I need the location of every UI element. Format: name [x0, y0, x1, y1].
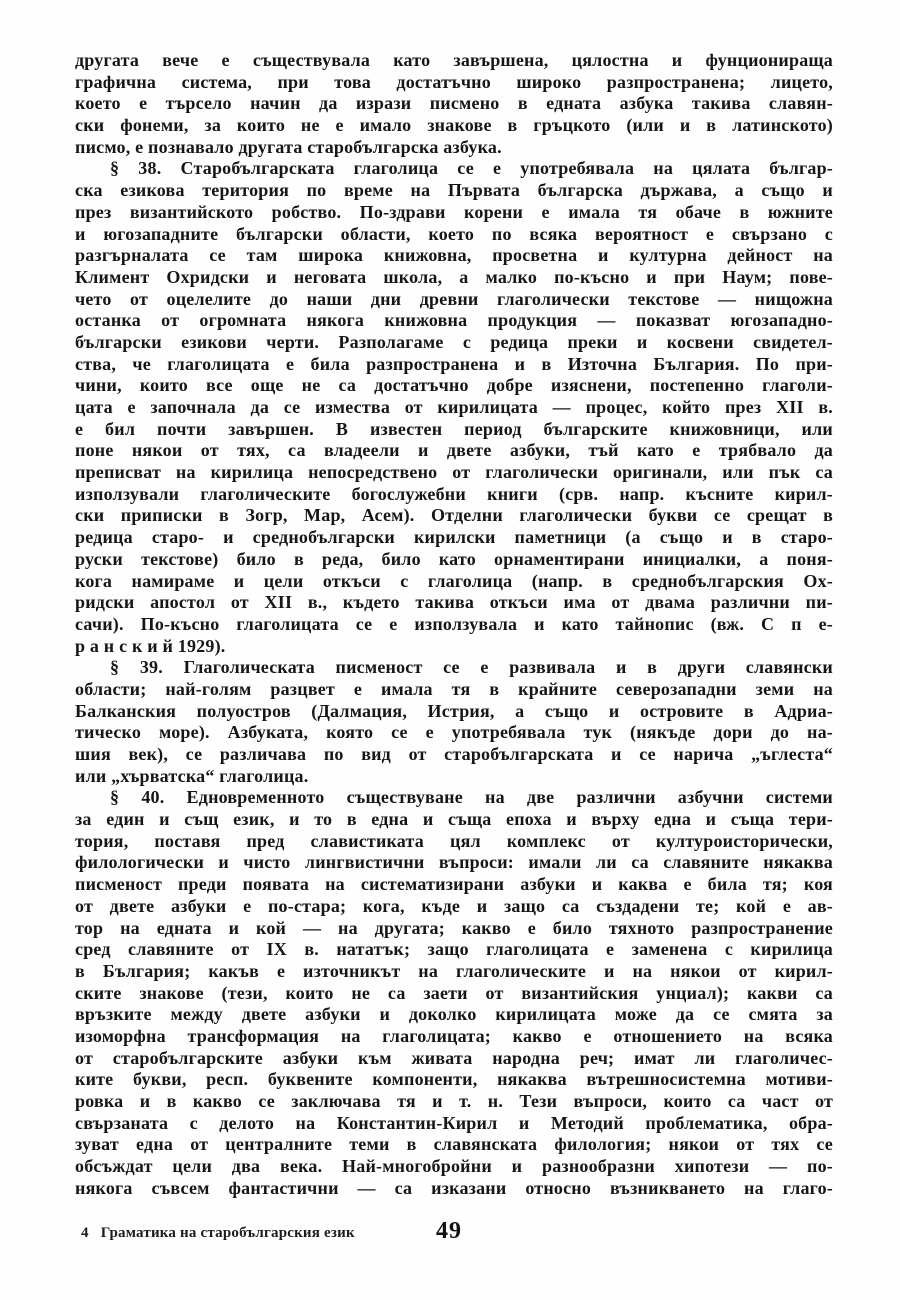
text-line: Балканския полуостров (Далмация, Истрия, а също и островите в Адриа-: [75, 700, 833, 721]
text-line: § 39. Глаголическата писменост се е развивала и в други славянски: [110, 657, 833, 678]
text-line: § 38. Старобългарската глаголица се е употребявала на цялата българ-: [110, 158, 833, 179]
text-line: от старобългарските азбуки към живата народна реч; имат ли глаголичес-: [75, 1047, 833, 1068]
text-line: някога съвсем фантастични — са изказани относно възникването на глаго-: [75, 1177, 833, 1198]
text-line: през византийското робство. По-здрави корени е имала тя обаче в южните: [75, 201, 833, 222]
text-line: свързаната с делото на Константин-Кирил и Методий проблематика, обра-: [75, 1112, 833, 1133]
text-line: тор на едната и кой — на другата; какво е било тяхното разпространение: [75, 917, 833, 938]
text-line: и югозападните български области, което по всяка вероятност е свързано с: [75, 223, 833, 244]
signature-number: 4: [81, 1225, 89, 1241]
text-line: зуват една от централните теми в славянската филология; някои от тях се: [75, 1134, 833, 1155]
text-line: изоморфна трансформация на глаголицата; какво е отношението на всяка: [75, 1025, 833, 1046]
text-line: ските знакове (тези, които не са заети от византийския унциал); какви са: [75, 982, 833, 1003]
paragraph-section-39: [75, 657, 833, 787]
text-line: сачи). По-късно глаголицата се е използувала и като тайнопис (вж. С п е-: [75, 613, 833, 634]
text-line: писменост преди появата на систематизирани азбуки и каква е била тя; коя: [75, 874, 833, 895]
text-line: или „хърватска“ глаголица.: [75, 765, 309, 786]
text-block: [75, 50, 833, 1199]
text-line: филологически и чисто лингвистични въпроси: имали ли са славяните някаква: [75, 852, 833, 873]
signature-title: Граматика на старобългарския език: [100, 1225, 355, 1241]
text-line: руски текстове) било в реда, било като орнаментирани инициалки, а поня-: [75, 548, 833, 569]
text-line: ска езикова територия по време на Първата българска държава, а също и: [75, 180, 833, 201]
text-line: в България; какъв е източникът на глаголическите и на някои от кирил-: [75, 960, 833, 981]
text-line: ровка и в какво се заключава тя и т. н. Тези въпроси, които са част от: [75, 1091, 833, 1111]
text-line: поне някои от тях, са владеели и двете азбуки, тъй като е трябвало да: [75, 440, 833, 461]
text-line: Климент Охридски и неговата школа, а малко по-късно и при Наум; пове-: [75, 266, 833, 287]
book-signature: [81, 1225, 355, 1242]
paragraph-section-38: [75, 158, 833, 657]
text-line: шия век), се различава по вид от старобългарската и се нарича „ъглеста“: [75, 744, 833, 764]
text-line: § 40. Едновременното съществуване на две различни азбучни системи: [110, 787, 833, 808]
text-line: останка от огромната някога книжовна продукция — показват югозападно-: [75, 310, 833, 331]
text-line: писмо, е познавало другата старобългарска азбука.: [75, 136, 502, 157]
text-line: другата вече е съществувала като завършена, цялостна и фунционираща: [75, 50, 833, 70]
text-line: чини, които все още не са достатъчно добре изяснени, постепенно глаголи-: [75, 375, 833, 396]
text-line: от двете азбуки е по-стара; кога, къде и защо са създадени те; кой е ав-: [75, 895, 833, 916]
text-line: графична система, при това достатъчно широко разпространена; лицето,: [75, 71, 833, 92]
text-line: тория, поставя пред славистиката цял комплекс от културоисторически,: [75, 830, 833, 851]
page-footer: [0, 1218, 900, 1258]
text-line: области; най-голям разцвет е имала тя в крайните северозападни земи на: [75, 678, 833, 699]
text-line: р а н с к и й 1929).: [75, 635, 226, 656]
text-line: разгърналата се там широка книжовна, просветна и културна дейност на: [75, 245, 833, 266]
text-line: което е търсело начин да изрази писмено в едната азбука такива славян-: [75, 93, 833, 114]
text-line: използували глаголическите богослужебни книги (срв. напр. късните кирил-: [75, 483, 833, 504]
text-line: връзките между двете азбуки и доколко кирилицата може да се смята за: [75, 1004, 833, 1025]
text-line: ски фонеми, за които не е имало знакове в гръцкото (или и в латинското): [75, 115, 833, 136]
text-line: ридски апостол от XII в., където такива откъси има от двама различни пи-: [75, 592, 833, 613]
text-line: е бил почти завършен. В известен период българските книжовници, или: [75, 418, 833, 439]
text-line: ките букви, респ. буквените компоненти, някаква вътрешносистемна мотиви-: [75, 1069, 833, 1090]
text-line: обсъждат цели два века. Най-многобройни и разнообразни хипотези — по-: [75, 1156, 833, 1177]
text-line: ства, че глаголицата е била разпространена и в Източна България. По при-: [75, 353, 833, 374]
text-line: чето от оцелелите до наши дни древни глаголически текстове — нищожна: [75, 288, 833, 309]
text-line: български езикови черти. Разполагаме с редица преки и косвени свидетел-: [75, 331, 833, 352]
text-line: за един и същ език, и то в една и съща епоха и върху една и съща тери-: [75, 809, 833, 830]
text-line: сред славяните от IX в. нататък; защо глаголицата е заменена с кирилица: [75, 939, 833, 960]
text-line: кога намираме и цели откъси с глаголица (напр. в среднобългарския Ох-: [75, 570, 833, 591]
text-line: ски приписки в Зогр, Мар, Асем). Отделни глаголически букви се срещат в: [75, 505, 833, 526]
text-line: редица старо- и среднобългарски кирилски паметници (а също и в старо-: [75, 527, 833, 548]
text-line: цата е започнала да се измества от кирилицата — процес, който през XII в.: [75, 397, 833, 417]
text-line: тическо море). Азбуката, която се е употребявала тук (някъде дори до на-: [75, 722, 833, 743]
text-line: преписват на кирилица непосредствено от глаголически оригинали, или пък са: [75, 462, 833, 483]
paragraph-section-40: [75, 787, 833, 1199]
paragraph-continuation: [75, 50, 833, 158]
page-number: 49: [436, 1218, 462, 1244]
